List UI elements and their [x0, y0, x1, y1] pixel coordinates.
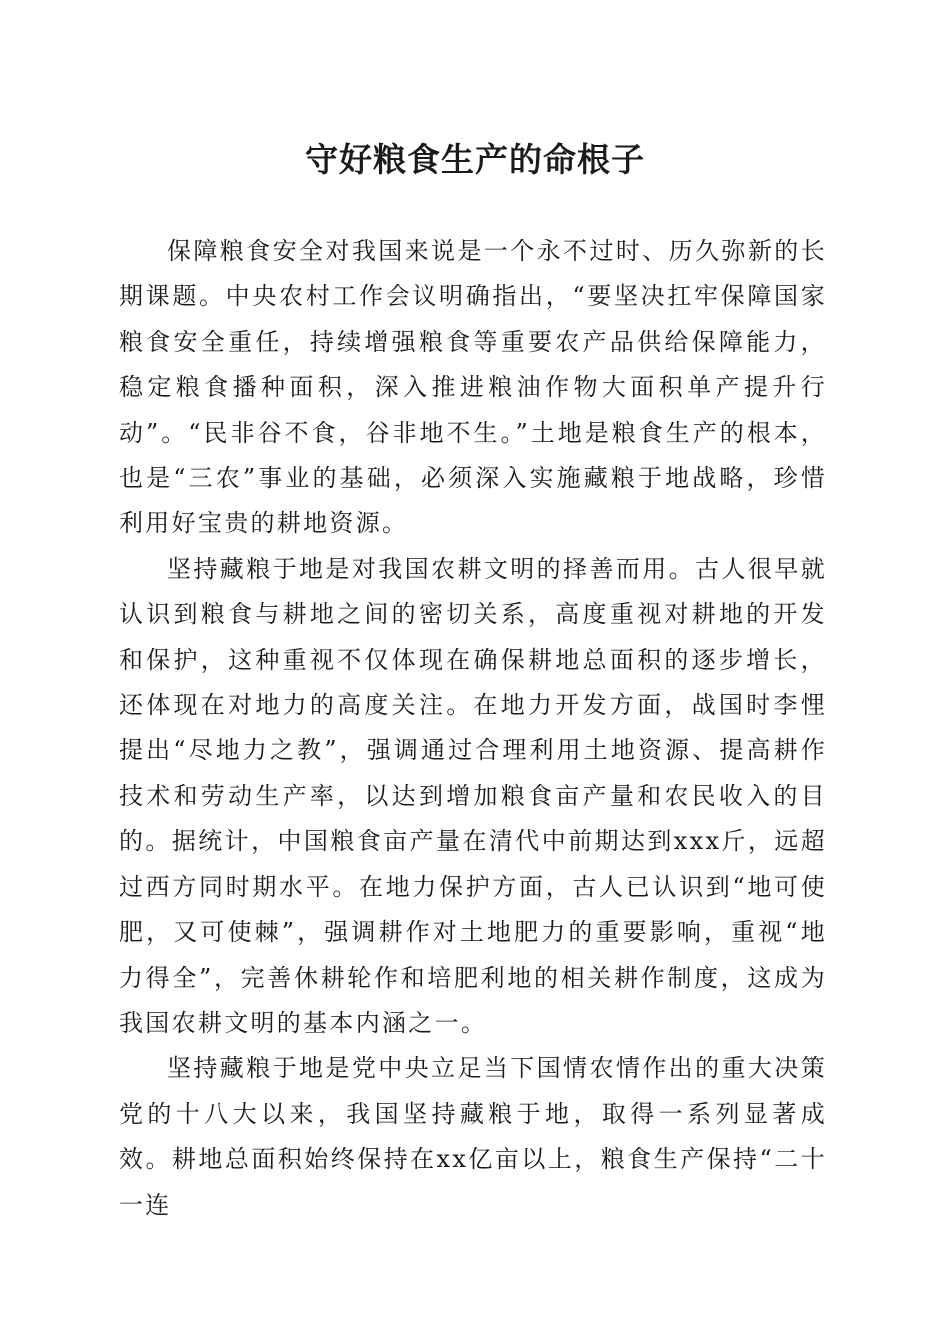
paragraph-farming-civilization: 坚持藏粮于地是对我国农耕文明的择善而用。古人很早就认识到粮食与耕地之间的密切关系，高度重视对耕地的开发和保护，这种重视不仅体现在确保耕地总面积的逐步增长，还体现在对地力的高度关注。在地力开发方面，战国时李悝提出“尽地力之教”，强调通过合理利用土地资源、提高耕作技术和劳动生产率，以达到增加粮食亩产量和农民收入的目的。据统计，中国粮食亩产量在清代中前期达到xxx斤，远超过西方同时期水平。在地力保护方面，古人已认识到“地可使肥，又可使棘”，强调耕作对土地肥力的重要影响，重视“地力得全”，完善休耕轮作和培肥利地的相关耕作制度，这成为我国农耕文明的基本内涵之一。	[119, 554, 827, 1037]
document-title: 守好粮食生产的命根子	[305, 140, 645, 179]
paragraph-intro: 保障粮食安全对我国来说是一个永不过时、历久弥新的长期课题。中央农村工作会议明确指出，“要坚决扛牢保障国家粮食安全重任，持续增强粮食等重要农产品供给保障能力，稳定粮食播种面积，深入推进粮油作物大面积单产提升行动”。“民非谷不食，谷非地不生。”土地是粮食生产的根本，也是“三农”事业的基础，必须深入实施藏粮于地战略，珍惜利用好宝贵的耕地资源。	[119, 237, 827, 538]
paragraph-central-decision: 坚持藏粮于地是党中央立足当下国情农情作出的重大决策党的十八大以来，我国坚持藏粮于地，取得一系列显著成效。耕地总面积始终保持在xx亿亩以上，粮食生产保持“二十一连	[119, 1054, 827, 1219]
document-body	[119, 229, 827, 1228]
